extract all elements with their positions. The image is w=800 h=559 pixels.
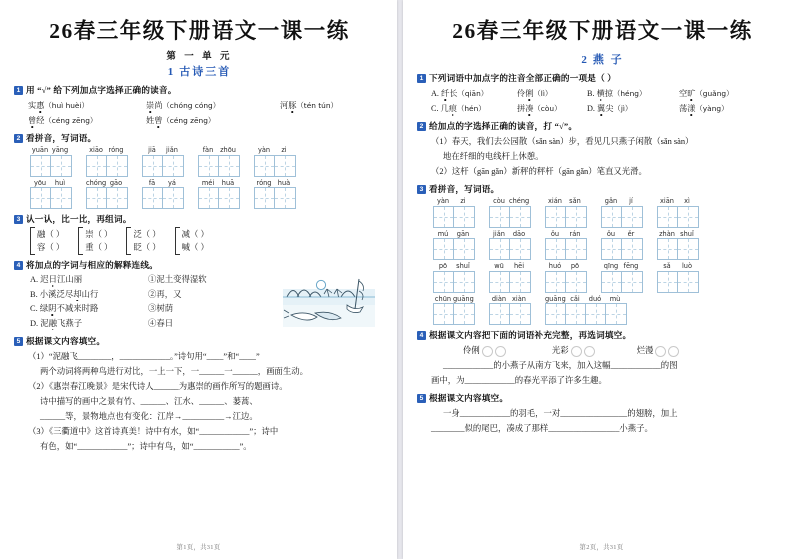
blank-circle-icon[interactable] <box>495 346 506 357</box>
brace-icon <box>175 227 180 255</box>
character-pair-bottom[interactable]: 重（ ） <box>85 243 113 252</box>
writing-grid[interactable] <box>86 146 128 177</box>
writing-grid-cell[interactable] <box>434 304 454 324</box>
brace-icon <box>78 227 83 255</box>
character-pair-text <box>85 228 112 254</box>
pinyin-options: （chóng cóng） <box>162 101 221 110</box>
exercise-prompt: 认一认，比一比，再组词。 <box>26 214 132 224</box>
fill-blank-line[interactable]: （3）《三衢道中》这首诗真美！诗中有水，如“____________”；诗中 <box>28 427 279 436</box>
character-pair[interactable] <box>126 227 160 255</box>
exercise-3 <box>14 213 385 255</box>
writing-grid-cell[interactable] <box>490 239 510 259</box>
pinyin-choice-item[interactable]: 河豚（tén tún） <box>280 101 338 110</box>
exercise-prompt: 将加点的字词与相应的解释连线。 <box>26 260 158 270</box>
exercise-2-head <box>417 120 788 132</box>
pinyin-options: （huì huèi） <box>44 101 89 110</box>
writing-grid-box[interactable] <box>198 155 240 177</box>
pinyin-label: huó pō <box>548 262 580 270</box>
writing-grid-cell[interactable] <box>51 188 71 208</box>
writing-grid-box[interactable] <box>489 238 531 260</box>
exercise-number-badge: 2 <box>417 122 426 131</box>
writing-grid-box[interactable] <box>433 303 475 325</box>
pinyin-label: sǎ luò <box>663 262 693 270</box>
writing-grid-cell[interactable] <box>490 207 510 227</box>
writing-grid-cell[interactable] <box>678 272 698 292</box>
writing-grid[interactable] <box>489 197 531 228</box>
fill-blank-line[interactable]: 两个动词将两种鸟进行对比，一上一下，一______一______，画面生动。 <box>40 367 308 376</box>
option-word[interactable]: 空旷（guǎng） <box>679 89 734 98</box>
matching-item[interactable]: ④春日 <box>148 318 174 328</box>
word-bank <box>417 343 788 358</box>
writing-grid[interactable] <box>545 230 587 261</box>
pinyin-choice-item[interactable]: 实惠（huì huèi） <box>28 101 89 110</box>
pinyin-label: fàn zhōu <box>202 146 236 154</box>
character-pair-text <box>133 228 160 254</box>
pinyin-label: qīng fēng <box>603 262 639 270</box>
writing-grid-cell[interactable] <box>454 304 474 324</box>
writing-grid-cell[interactable] <box>255 156 275 176</box>
pinyin-options: （héng） <box>612 89 647 98</box>
writing-grid-group <box>14 146 385 209</box>
character-pair-text <box>182 228 209 254</box>
writing-grid[interactable] <box>545 295 627 326</box>
writing-grid-cell[interactable] <box>454 239 474 259</box>
right-page <box>403 0 800 559</box>
character-pair-bottom[interactable]: 喊（ ） <box>181 243 209 252</box>
fill-blank-line[interactable]: ____________的小燕子从南方飞来，加入这幅____________的图 <box>443 361 678 370</box>
lesson-heading <box>417 51 788 67</box>
writing-grid-cell[interactable] <box>510 272 530 292</box>
pinyin-options: （jì） <box>613 104 633 113</box>
exercise-number-badge: 1 <box>14 86 23 95</box>
option-word[interactable]: 荡漾（yàng） <box>679 104 729 113</box>
matching-right-column <box>148 273 244 331</box>
writing-grid-cell[interactable] <box>143 188 163 208</box>
pinyin-label: fā yá <box>148 178 176 187</box>
page-title: 26春三年级下册语文一课一练 <box>49 19 350 43</box>
writing-grid-cell[interactable] <box>490 304 510 324</box>
writing-grid[interactable] <box>433 295 475 326</box>
writing-grid[interactable] <box>30 179 72 210</box>
exercise-3 <box>417 183 788 325</box>
blank-circle-icon[interactable] <box>584 346 595 357</box>
lesson-number: 1 <box>167 66 176 78</box>
blank-circle-icon[interactable] <box>571 346 582 357</box>
blank-circle-icon[interactable] <box>482 346 493 357</box>
writing-grid[interactable] <box>198 179 240 210</box>
exercise-2 <box>14 132 385 209</box>
matching-item[interactable]: B. 小溪泛尽却山行 <box>30 289 99 299</box>
writing-grid[interactable] <box>657 230 699 261</box>
matching-left-column <box>30 273 148 331</box>
writing-grid-cell[interactable] <box>143 156 163 176</box>
pinyin-choice-item[interactable]: 曾经（céng zēng） <box>28 116 98 125</box>
writing-grid-box[interactable] <box>86 155 128 177</box>
landscape-illustration-icon <box>281 275 377 333</box>
writing-grid-row <box>14 146 385 177</box>
pinyin-label: zhàn shuǐ <box>659 229 694 238</box>
choice-line[interactable]: （2）这杆（gān gǎn）新秤的秤杆（gān gǎn）笔直又光滑。 <box>431 167 647 176</box>
word-bank-item[interactable]: 伶俐 <box>463 346 506 355</box>
writing-grid-box[interactable] <box>254 155 296 177</box>
matching-item[interactable]: A. 迟日江山丽 <box>30 275 83 284</box>
pinyin-label: méi huā <box>201 178 235 187</box>
pinyin-options: （céng zēng） <box>44 116 98 125</box>
writing-grid-cell[interactable] <box>107 188 127 208</box>
exercise-1-row-1 <box>14 98 385 113</box>
writing-grid[interactable] <box>489 230 531 261</box>
pinyin-options: （còu） <box>533 104 562 113</box>
exercise-number-badge: 3 <box>417 185 426 194</box>
writing-grid-box[interactable] <box>433 271 475 293</box>
writing-grid[interactable] <box>545 262 587 293</box>
exercise-1-row-2 <box>417 101 788 116</box>
pinyin-label: jiā jiǎn <box>148 146 178 154</box>
pinyin-label: chóng gāo <box>86 178 123 187</box>
exercise-number-badge: 5 <box>417 394 426 403</box>
writing-grid-row <box>417 197 788 228</box>
writing-grid-cell[interactable] <box>434 239 454 259</box>
writing-grid-box[interactable] <box>489 303 531 325</box>
character-pair-group <box>14 227 385 255</box>
page-footer: 第2页，共31页 <box>579 544 624 551</box>
fill-blank-line[interactable]: （1）“泥融飞________，____________。”诗句用“____”和“____” <box>28 352 260 361</box>
exercise-5 <box>14 335 385 454</box>
page-footer: 第1页，共31页 <box>176 544 221 551</box>
exercise-prompt: 看拼音，写词语。 <box>429 184 500 194</box>
writing-grid-box[interactable] <box>254 187 296 209</box>
writing-grid[interactable] <box>433 230 475 261</box>
exercise-3-head <box>14 213 385 225</box>
pinyin-label: xián sǎn <box>548 197 581 205</box>
writing-grid-cell[interactable] <box>546 239 566 259</box>
pinyin-options: （tén tún） <box>296 101 338 110</box>
pinyin-options: （céng zēng） <box>162 116 216 125</box>
writing-grid[interactable] <box>142 146 184 177</box>
pinyin-options: （lì） <box>533 89 553 98</box>
fill-blank-line[interactable]: 有色，如“____________”；诗中有鸟，如“___________”。 <box>40 442 252 451</box>
character-pair-top[interactable]: 崇（ ） <box>85 230 113 239</box>
writing-grid-cell[interactable] <box>606 304 626 324</box>
writing-grid-box[interactable] <box>433 238 475 260</box>
writing-grid-cell[interactable] <box>199 188 219 208</box>
pinyin-label: yōu huì <box>33 178 66 187</box>
exercise-prompt: 下列词语中加点字的注音全部正确的一项是（ ） <box>429 73 617 83</box>
writing-grid-box[interactable] <box>198 187 240 209</box>
writing-grid-cell[interactable] <box>658 272 678 292</box>
option-d[interactable]: D. 翼尖（jì） <box>587 104 633 113</box>
writing-grid-box[interactable] <box>489 271 531 293</box>
option-c[interactable]: C. 几痕（hén） <box>431 104 486 113</box>
exercise-number-badge: 4 <box>14 261 23 270</box>
choice-line[interactable]: （1）春天，我们去公园散（sǎn sàn）步，看见几只燕子闲散（sǎn sàn） <box>431 137 694 146</box>
writing-grid-box[interactable] <box>545 303 627 325</box>
writing-grid[interactable] <box>489 262 531 293</box>
writing-grid-cell[interactable] <box>87 188 107 208</box>
writing-grid-row <box>417 262 788 293</box>
writing-grid-cell[interactable] <box>602 239 622 259</box>
writing-grid-row <box>417 295 788 326</box>
character-pair[interactable] <box>78 227 112 255</box>
writing-grid[interactable] <box>489 295 531 326</box>
choice-line: 地在纤细的电线杆上休憩。 <box>443 152 544 161</box>
character-pair[interactable] <box>30 227 64 255</box>
blank-circle-icon[interactable] <box>668 346 679 357</box>
exercise-number-badge: 2 <box>14 134 23 143</box>
writing-grid[interactable] <box>254 179 296 210</box>
writing-grid-box[interactable] <box>545 206 587 228</box>
exercise-prompt: 看拼音，写词语。 <box>26 133 97 143</box>
pinyin-label: xiāo róng <box>89 146 124 154</box>
pinyin-label: wū hēi <box>494 262 525 270</box>
exercise-number-badge: 1 <box>417 74 426 83</box>
matching-item[interactable]: D. 泥融飞燕子 <box>30 318 83 328</box>
writing-grid-cell[interactable] <box>546 304 566 324</box>
matching-item[interactable]: ①泥土变得湿软 <box>148 275 207 284</box>
writing-grid[interactable] <box>254 146 296 177</box>
exercise-4 <box>14 259 385 331</box>
writing-grid[interactable] <box>601 230 643 261</box>
writing-grid-cell[interactable] <box>586 304 606 324</box>
writing-grid-cell[interactable] <box>490 272 510 292</box>
pinyin-options: （qiān） <box>457 89 489 98</box>
exercise-4 <box>417 329 788 388</box>
writing-grid-box[interactable] <box>142 187 184 209</box>
exercise-1-row-2 <box>14 113 385 128</box>
writing-grid[interactable] <box>545 197 587 228</box>
exercise-1-row-1 <box>417 86 788 101</box>
writing-grid-row <box>417 230 788 261</box>
fill-blank-line[interactable]: （2）《惠崇春江晚景》是宋代诗人______为惠崇的画作所写的题画诗。 <box>28 382 288 391</box>
writing-grid-box[interactable] <box>657 271 699 293</box>
writing-grid-cell[interactable] <box>199 156 219 176</box>
writing-grid-box[interactable] <box>86 187 128 209</box>
writing-grid-cell[interactable] <box>622 207 642 227</box>
writing-grid-cell[interactable] <box>566 239 586 259</box>
writing-grid-cell[interactable] <box>546 207 566 227</box>
exercise-prompt: 根据课文内容填空。 <box>429 393 509 403</box>
pinyin-label: yàn zi <box>257 146 287 154</box>
writing-grid-box[interactable] <box>142 155 184 177</box>
character-pair-top[interactable]: 减（ ） <box>181 230 209 239</box>
character-pair-top[interactable]: 融（ ） <box>37 230 65 239</box>
writing-grid-cell[interactable] <box>566 207 586 227</box>
writing-grid[interactable] <box>433 197 475 228</box>
exercise-number-badge: 5 <box>14 337 23 346</box>
matching-item[interactable]: C. 绿阴不减来时路 <box>30 304 99 313</box>
exercise-number-badge: 3 <box>14 215 23 224</box>
lesson-heading <box>14 63 385 79</box>
writing-grid-cell[interactable] <box>602 272 622 292</box>
writing-grid-cell[interactable] <box>510 304 530 324</box>
writing-grid-box[interactable] <box>545 271 587 293</box>
writing-grid[interactable] <box>601 197 643 228</box>
character-pair-bottom[interactable]: 容（ ） <box>37 243 65 252</box>
writing-grid[interactable] <box>142 179 184 210</box>
writing-grid-box[interactable] <box>489 206 531 228</box>
matching-item[interactable]: ②再，又 <box>148 289 182 299</box>
writing-grid[interactable] <box>433 262 475 293</box>
fill-blank-line[interactable]: ______等，景物地点也有变化：江岸→__________→江边。 <box>40 412 258 421</box>
lesson-title: 古诗三首 <box>179 66 232 78</box>
word-bank-item[interactable]: 光彩 <box>552 346 595 355</box>
writing-grid-box[interactable] <box>601 238 643 260</box>
fill-blank-line[interactable]: 画中，为____________的春光平添了许多生趣。 <box>431 376 607 385</box>
writing-grid-box[interactable] <box>657 206 699 228</box>
pinyin-options: （guǎng） <box>695 89 734 98</box>
pinyin-choice-item[interactable]: 姓曾（céng zēng） <box>146 116 216 125</box>
pinyin-label: yàn zi <box>436 197 466 205</box>
lesson-title: 燕 子 <box>592 54 624 66</box>
exercise-1 <box>14 84 385 128</box>
pinyin-label: ǒu ěr <box>606 229 635 238</box>
exercise-4-head <box>417 329 788 341</box>
character-pair-bottom[interactable]: 眨（ ） <box>133 243 161 252</box>
option-word[interactable]: 拼凑（còu） <box>517 104 562 113</box>
page-title: 26春三年级下册语文一课一练 <box>452 19 753 43</box>
writing-grid-cell[interactable] <box>678 207 698 227</box>
writing-grid[interactable] <box>30 146 72 177</box>
pinyin-label: jiǎn dāo <box>493 229 526 238</box>
writing-grid-cell[interactable] <box>107 156 127 176</box>
exercise-2 <box>417 120 788 179</box>
character-pair-top[interactable]: 泛（ ） <box>133 230 161 239</box>
writing-grid-cell[interactable] <box>275 188 295 208</box>
writing-grid-cell[interactable] <box>255 188 275 208</box>
pinyin-choice-item[interactable]: 崇尚（chóng cóng） <box>146 101 221 110</box>
writing-grid-box[interactable] <box>601 271 643 293</box>
writing-grid-cell[interactable] <box>622 239 642 259</box>
exercise-prompt: 给加点的字选择正确的读音，打 “√”。 <box>429 121 578 131</box>
writing-grid-cell[interactable] <box>602 207 622 227</box>
exercise-5-head <box>14 335 385 347</box>
exercise-1-head <box>417 72 788 84</box>
writing-grid-cell[interactable] <box>658 239 678 259</box>
pinyin-label: yuān yāng <box>31 146 69 154</box>
word-bank-item[interactable]: 烂漫 <box>637 346 680 355</box>
exercise-1 <box>417 72 788 116</box>
writing-grid-cell[interactable] <box>434 207 454 227</box>
fill-blank-line[interactable]: ________似的尾巴，凑成了那样_________________小燕子。 <box>431 424 653 433</box>
writing-grid-cell[interactable] <box>622 272 642 292</box>
writing-grid-box[interactable] <box>545 238 587 260</box>
writing-grid-row <box>14 179 385 210</box>
matching-item[interactable]: ③树荫 <box>148 304 174 313</box>
lesson-number: 2 <box>581 54 589 66</box>
brace-icon <box>126 227 131 255</box>
writing-grid-cell[interactable] <box>51 156 71 176</box>
character-pair-text <box>37 228 64 254</box>
writing-grid-box[interactable] <box>30 187 72 209</box>
option-a[interactable]: A. 纤长（qiān） <box>431 89 489 98</box>
exercise-1-head <box>14 84 385 96</box>
option-b[interactable]: B. 横掠（héng） <box>587 89 647 98</box>
writing-grid-box[interactable] <box>30 155 72 177</box>
exercise-prompt: 用 “√” 给下列加点字选择正确的读音。 <box>26 85 177 95</box>
pinyin-label: diàn xiàn <box>491 294 526 303</box>
writing-grid-cell[interactable] <box>434 272 454 292</box>
brace-icon <box>30 227 35 255</box>
writing-grid-cell[interactable] <box>163 156 183 176</box>
writing-grid-group <box>417 197 788 325</box>
writing-grid[interactable] <box>657 197 699 228</box>
writing-grid-box[interactable] <box>601 206 643 228</box>
writing-grid[interactable] <box>657 262 699 293</box>
exercise-4-head <box>14 259 385 271</box>
pinyin-label: gǎn jí <box>604 197 633 205</box>
exercise-5 <box>417 392 788 436</box>
writing-grid-cell[interactable] <box>163 188 183 208</box>
fill-blank-line[interactable]: 诗中描写的画中之景有竹、______、江水、______、蒌蒿、 <box>40 397 258 406</box>
writing-grid-cell[interactable] <box>31 156 51 176</box>
writing-grid[interactable] <box>86 179 128 210</box>
pinyin-label: róng huà <box>256 178 291 187</box>
writing-grid-box[interactable] <box>433 206 475 228</box>
writing-grid-cell[interactable] <box>658 207 678 227</box>
pinyin-label: còu chéng <box>493 197 530 205</box>
pinyin-label: guāng cǎi duó mù <box>545 294 621 303</box>
exercise-number-badge: 4 <box>417 331 426 340</box>
fill-blank-line[interactable]: 一身____________的羽毛，一对________________的翅膀，加上 <box>443 409 678 418</box>
left-page <box>0 0 397 559</box>
writing-grid-cell[interactable] <box>510 207 530 227</box>
character-pair[interactable] <box>175 227 209 255</box>
writing-grid-box[interactable] <box>657 238 699 260</box>
exercise-prompt: 根据课文内容填空。 <box>26 336 106 346</box>
writing-grid-cell[interactable] <box>87 156 107 176</box>
writing-grid-cell[interactable] <box>566 304 586 324</box>
pinyin-options: （hén） <box>456 104 486 113</box>
writing-grid-cell[interactable] <box>454 207 474 227</box>
writing-grid-cell[interactable] <box>546 272 566 292</box>
writing-grid-cell[interactable] <box>510 239 530 259</box>
pinyin-label: xiān xì <box>660 197 690 205</box>
writing-grid[interactable] <box>198 146 240 177</box>
blank-circle-icon[interactable] <box>655 346 666 357</box>
option-word[interactable]: 伶俐（lì） <box>517 89 553 98</box>
writing-grid-cell[interactable] <box>566 272 586 292</box>
writing-grid-cell[interactable] <box>219 188 239 208</box>
exercise-2-head <box>14 132 385 144</box>
writing-grid-cell[interactable] <box>454 272 474 292</box>
pinyin-label: pō shuǐ <box>438 262 470 270</box>
exercise-prompt: 根据课文内容把下面的词语补充完整，再选词填空。 <box>429 330 632 340</box>
writing-grid-cell[interactable] <box>678 239 698 259</box>
writing-grid[interactable] <box>601 262 643 293</box>
matching-exercise <box>14 273 385 331</box>
pinyin-options: （yàng） <box>695 104 729 113</box>
pinyin-label: chūn guāng <box>434 294 474 303</box>
pinyin-label: ǒu rán <box>550 229 581 238</box>
exercise-5-head <box>417 392 788 404</box>
writing-grid-cell[interactable] <box>275 156 295 176</box>
exercise-3-head <box>417 183 788 195</box>
writing-grid-cell[interactable] <box>219 156 239 176</box>
unit-label: 第 一 单 元 <box>166 52 233 62</box>
pinyin-label: mú gān <box>437 229 470 238</box>
writing-grid-cell[interactable] <box>31 188 51 208</box>
